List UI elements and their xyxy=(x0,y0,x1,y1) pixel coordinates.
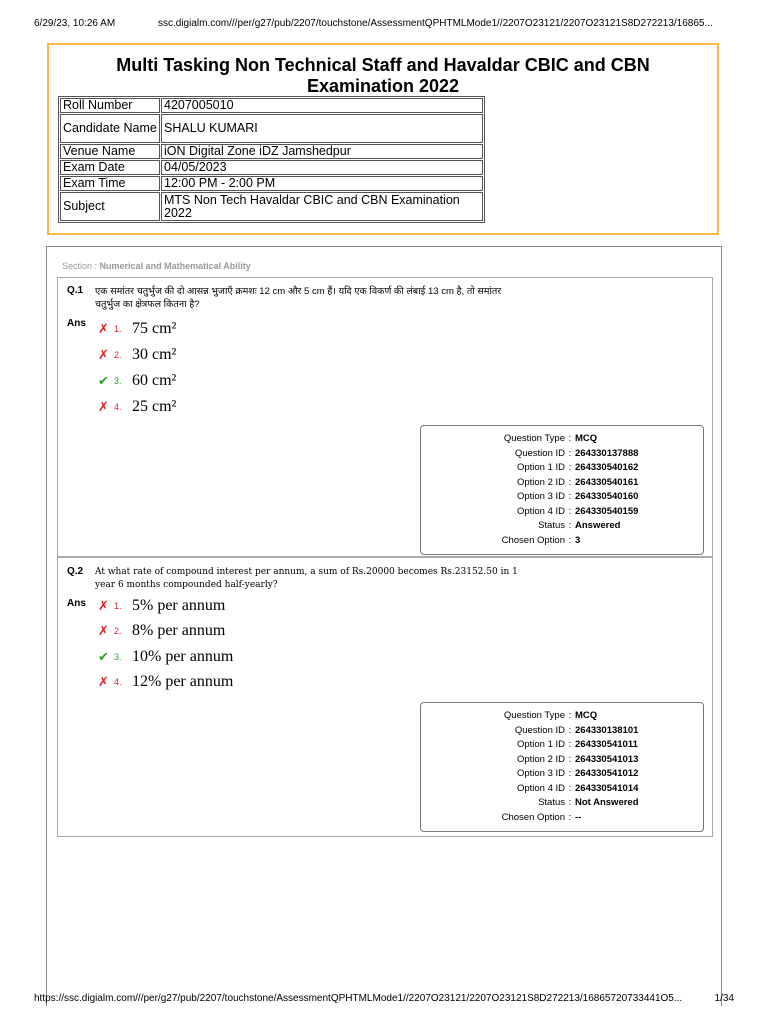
meta-value: 264330541013 xyxy=(575,753,639,765)
print-url: ssc.digialm.com///per/g27/pub/2207/touchstone/AssessmentQPHTMLMode1//2207O23121/2207O23121S8D272213/16865... xyxy=(158,18,713,29)
section-prefix: Section : xyxy=(62,261,98,271)
info-value: 4207005010 xyxy=(161,98,483,113)
meta-key: Question Type xyxy=(503,433,565,444)
option-1 xyxy=(98,595,225,617)
question-text: At what rate of compound interest per annum, a sum of Rs.20000 becomes Rs.23152.50 in 1 year 6 months compounded half-yearly? xyxy=(95,567,518,590)
meta-value: Answered xyxy=(575,520,621,531)
meta-value: 264330137888 xyxy=(575,447,639,459)
page-number: 1/34 xyxy=(714,993,734,1004)
info-label: Candidate Name xyxy=(60,114,160,143)
question-panel-1 xyxy=(57,277,713,557)
cross-icon: ✗ xyxy=(98,321,109,336)
info-value: 04/05/2023 xyxy=(161,160,483,175)
cross-icon: ✗ xyxy=(98,623,109,638)
info-value: iON Digital Zone iDZ Jamshedpur xyxy=(161,144,483,159)
ans-label: Ans xyxy=(67,318,86,329)
meta-row: Question Type : MCQ xyxy=(421,709,703,724)
meta-row: Option 3 ID : 264330541012 xyxy=(421,767,703,782)
meta-key: Chosen Option xyxy=(501,811,565,823)
meta-key: Option 1 ID xyxy=(516,739,565,750)
question-meta-panel xyxy=(420,425,704,555)
meta-row: Option 2 ID : 264330540161 xyxy=(421,476,703,491)
meta-row: Option 1 ID : 264330541011 xyxy=(421,738,703,753)
info-row xyxy=(60,192,483,221)
option-number: 2. xyxy=(114,626,122,636)
meta-value: MCQ xyxy=(575,710,598,721)
meta-row: Option 4 ID : 264330541014 xyxy=(421,782,703,797)
option-text: 30 cm² xyxy=(132,346,177,363)
info-row xyxy=(60,144,483,159)
question-paper-content xyxy=(46,246,722,1006)
meta-value: 264330541012 xyxy=(575,768,639,779)
meta-row: Question ID : 264330138101 xyxy=(421,724,703,739)
meta-value: 3 xyxy=(575,534,581,546)
meta-row: Option 1 ID : 264330540162 xyxy=(421,461,703,476)
meta-value: -- xyxy=(575,811,582,823)
cross-icon: ✗ xyxy=(98,399,109,414)
info-row xyxy=(60,176,483,191)
option-2 xyxy=(98,620,225,642)
meta-key: Option 3 ID xyxy=(516,491,565,502)
info-label: Roll Number xyxy=(60,98,160,113)
candidate-info-table xyxy=(58,96,485,223)
info-row xyxy=(60,160,483,175)
check-icon: ✔ xyxy=(98,649,109,664)
section-title xyxy=(62,261,251,271)
meta-row: Option 2 ID : 264330541013 xyxy=(421,753,703,768)
meta-row: Option 4 ID : 264330540159 xyxy=(421,505,703,520)
option-number: 1. xyxy=(114,601,122,611)
question-number: Q.2 xyxy=(67,566,84,577)
option-number: 2. xyxy=(114,350,122,360)
meta-value: 264330540160 xyxy=(575,491,639,502)
print-footer-url: https://ssc.digialm.com///per/g27/pub/2207/touchstone/AssessmentQPHTMLMode1//2207O23121/2207O23121S8D272213/16865720733441O5... xyxy=(34,993,683,1004)
option-text: 25 cm² xyxy=(132,398,177,415)
option-number: 4. xyxy=(114,402,122,412)
cross-icon: ✗ xyxy=(98,674,109,689)
question-panel-2 xyxy=(57,557,713,837)
option-text: 75 cm² xyxy=(132,320,177,337)
meta-value: MCQ xyxy=(575,433,598,444)
option-2 xyxy=(98,344,176,366)
info-row xyxy=(60,98,483,113)
question-text: एक समांतर चतुर्भुज की दो आसन्न भुजाएँ क्रमशः 12 cm और 5 cm हैं। यदि एक विकर्ण की लंबाई 13 cm है, तो समांतर चतुर्भुज का क्षेत्रफल कितना है? xyxy=(95,286,502,310)
info-value: MTS Non Tech Havaldar CBIC and CBN Examination 2022 xyxy=(161,192,483,221)
option-text: 12% per annum xyxy=(132,673,234,690)
meta-value: 264330138101 xyxy=(575,724,639,736)
meta-key: Question Type xyxy=(503,710,565,721)
meta-key: Option 2 ID xyxy=(516,753,565,765)
info-value: SHALU KUMARI xyxy=(161,114,483,143)
option-number: 4. xyxy=(114,677,122,687)
check-icon: ✔ xyxy=(98,373,109,388)
print-datetime: 6/29/23, 10:26 AM xyxy=(34,18,116,29)
info-value: 12:00 PM - 2:00 PM xyxy=(161,176,483,191)
meta-key: Option 3 ID xyxy=(516,768,565,779)
print-footer xyxy=(34,993,734,1004)
option-text: 10% per annum xyxy=(132,648,234,665)
meta-row: Question ID : 264330137888 xyxy=(421,447,703,462)
meta-key: Question ID xyxy=(514,447,565,459)
info-label: Exam Time xyxy=(60,176,160,191)
meta-value: Not Answered xyxy=(575,797,639,808)
option-4 xyxy=(98,396,176,418)
ans-label: Ans xyxy=(67,598,86,609)
meta-row: Question Type : MCQ xyxy=(421,432,703,447)
option-number: 1. xyxy=(114,324,122,334)
question-meta-panel xyxy=(420,702,704,832)
meta-key: Status xyxy=(538,797,565,808)
meta-key: Status xyxy=(538,520,565,531)
option-text: 8% per annum xyxy=(132,622,226,639)
meta-value: 264330540162 xyxy=(575,462,639,473)
option-3 xyxy=(98,646,233,668)
exam-title: Multi Tasking Non Technical Staff and Havaldar CBIC and CBN Examination 2022 xyxy=(116,55,650,96)
meta-row: Option 3 ID : 264330540160 xyxy=(421,490,703,505)
exam-header-box xyxy=(47,43,719,235)
question-number: Q.1 xyxy=(67,285,84,296)
info-row xyxy=(60,114,483,143)
meta-row: Chosen Option : 3 xyxy=(421,534,703,549)
option-text: 60 cm² xyxy=(132,372,177,389)
info-label: Exam Date xyxy=(60,160,160,175)
option-text: 5% per annum xyxy=(132,597,226,614)
option-number: 3. xyxy=(114,376,122,386)
option-1 xyxy=(98,318,176,340)
cross-icon: ✗ xyxy=(98,598,109,613)
meta-key: Question ID xyxy=(514,724,565,736)
meta-row: Status : Answered xyxy=(421,519,703,534)
meta-value: 264330540161 xyxy=(575,476,639,488)
info-label: Venue Name xyxy=(60,144,160,159)
meta-key: Option 4 ID xyxy=(516,505,565,517)
option-3 xyxy=(98,370,176,392)
meta-row: Chosen Option : -- xyxy=(421,811,703,826)
section-name: Numerical and Mathematical Ability xyxy=(99,261,251,271)
meta-value: 264330540159 xyxy=(575,505,639,517)
option-number: 3. xyxy=(114,652,122,662)
meta-value: 264330541011 xyxy=(575,739,638,750)
meta-value: 264330541014 xyxy=(575,782,639,794)
option-4 xyxy=(98,671,233,693)
print-header xyxy=(34,18,734,29)
meta-key: Option 2 ID xyxy=(516,476,565,488)
meta-key: Option 1 ID xyxy=(516,462,565,473)
meta-key: Option 4 ID xyxy=(516,782,565,794)
info-label: Subject xyxy=(60,192,160,221)
meta-row: Status : Not Answered xyxy=(421,796,703,811)
meta-key: Chosen Option xyxy=(501,534,565,546)
cross-icon: ✗ xyxy=(98,347,109,362)
